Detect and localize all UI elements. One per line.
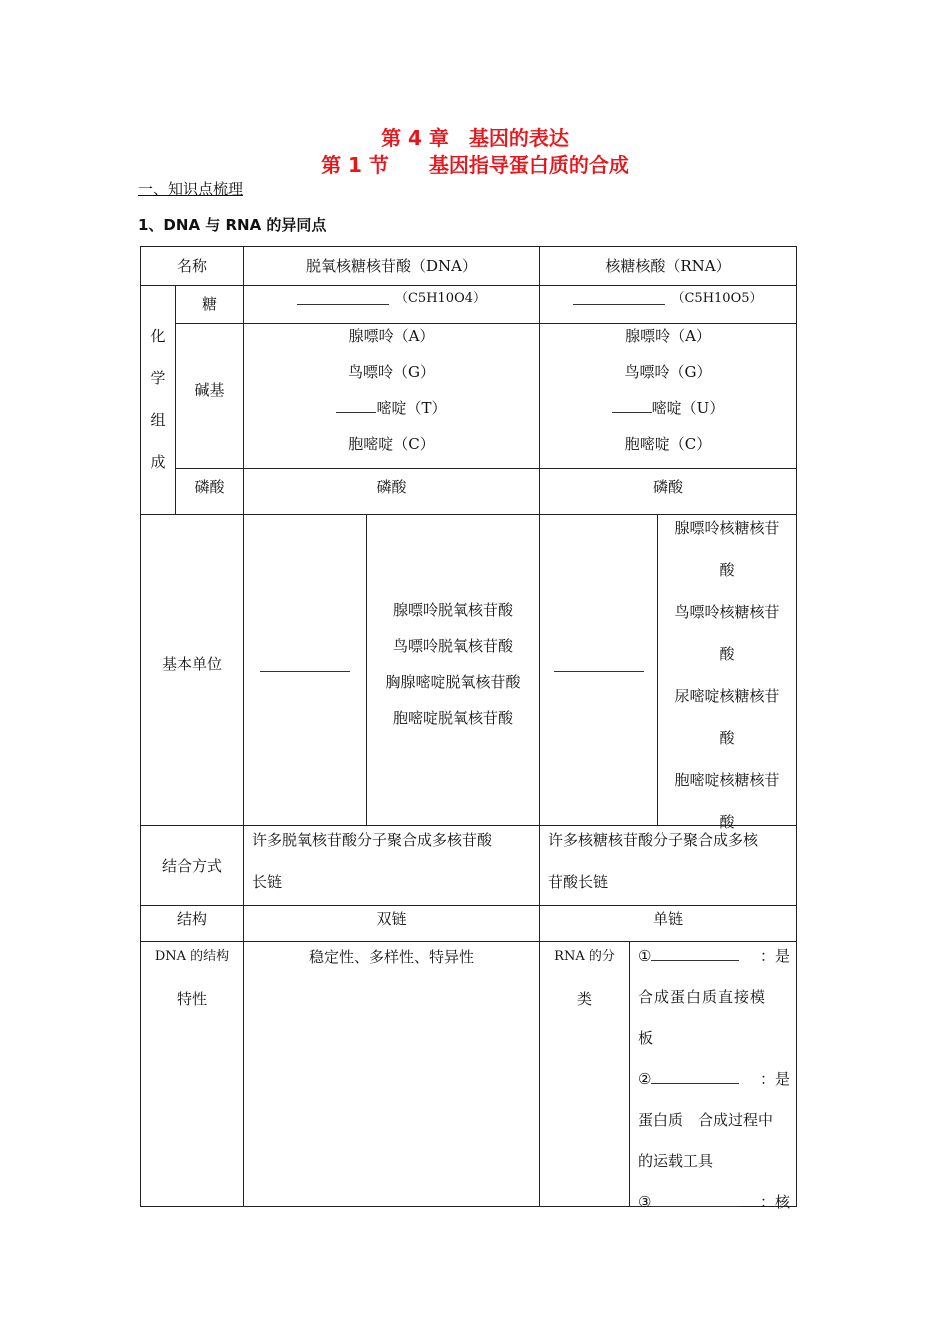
rna-phosphate: 磷酸 (652, 478, 683, 496)
dna-units: 腺嘌呤脱氧核苷酸 鸟嘌呤脱氧核苷酸 胸腺嘧啶脱氧核苷酸 胞嘧啶脱氧核苷酸 (385, 601, 521, 727)
dna-header: 脱氧核糖核苷酸（DNA） (306, 257, 477, 275)
subheading: 一、知识点梳理 (138, 180, 244, 198)
section-title: 第 1 节 基因指导蛋白质的合成 (321, 153, 629, 177)
rna-binding: 许多核糖核苷酸分子聚合成多核 苷酸长链 (548, 831, 759, 891)
unit-label: 基本单位 (161, 655, 222, 673)
rna-header: 核糖核酸（RNA） (605, 257, 731, 275)
dna-property: 稳定性、多样性、特异性 (308, 948, 474, 966)
base-label: 碱基 (194, 381, 225, 399)
dna-unit-blank (260, 657, 350, 672)
dna-sugar-blank (297, 292, 389, 305)
dna-bases: 腺嘌呤（A） 鸟嘌呤（G） 嘧啶（T） 胞嘧啶（C） (244, 318, 539, 466)
rna-unit-blank (554, 657, 644, 672)
binding-label: 结合方式 (161, 856, 222, 875)
rna-sugar-cell: （C5H10O5） (540, 286, 796, 312)
rna-class-label: RNA 的分 类 (554, 949, 615, 1008)
chapter-title: 第 4 章 基因的表达 (381, 126, 569, 150)
dna-property-label: DNA 的结构 特性 (154, 949, 230, 1008)
dna-binding: 许多脱氧核苷酸分子聚合成多核苷酸 长链 (252, 831, 493, 891)
composition-label: 化 学 组 成 (150, 327, 166, 471)
rna-class: ① ：是 合成蛋白质直接模 板 ② ：是 蛋白质 合成过程中 的运载工具 ③ ：核 (638, 947, 790, 1211)
rna-sugar-blank (573, 292, 665, 305)
rna-bases: 腺嘌呤（A） 鸟嘌呤（G） 嘧啶（U） 胞嘧啶（C） (540, 318, 796, 466)
dna-structure: 双链 (376, 910, 407, 928)
structure-label: 结构 (176, 910, 207, 928)
dna-sugar-cell: （C5H10O4） (244, 286, 539, 312)
dna-phosphate: 磷酸 (376, 478, 407, 496)
name-header: 名称 (176, 257, 207, 275)
dna-unit-blank-cell (244, 515, 366, 813)
rna-base-blank (612, 400, 652, 413)
question-heading: 1、DNA 与 RNA 的异同点 (138, 216, 327, 234)
dna-base-blank (336, 400, 376, 413)
rna-units: 腺嘌呤核糖核苷 酸 鸟嘌呤核糖核苷 酸 尿嘧啶核糖核苷 酸 胞嘧啶核糖核苷 酸 (674, 519, 780, 831)
rna-structure: 单链 (652, 910, 683, 928)
rna-unit-blank-cell (540, 515, 657, 813)
sugar-label: 糖 (201, 295, 217, 313)
phosphate-label: 磷酸 (194, 478, 225, 496)
